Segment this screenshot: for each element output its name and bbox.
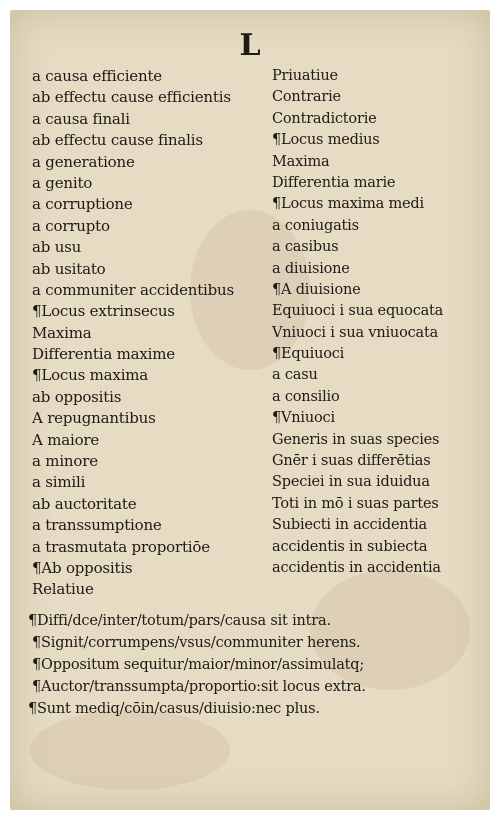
- text-line: Maxima: [32, 323, 92, 342]
- left-column: [32, 66, 262, 601]
- text-line: a casu: [272, 367, 318, 384]
- text-line: accidentis in accidentia: [272, 559, 441, 576]
- text-line: a diuisione: [272, 260, 350, 277]
- text-line: a consilio: [272, 388, 340, 405]
- text-line: ab effectu cause finalis: [32, 131, 203, 150]
- text-line: Gnēr i suas differētias: [272, 453, 431, 470]
- text-line: Equiuoci i sua equocata: [272, 303, 444, 320]
- text-line: Contrarie: [272, 89, 341, 106]
- text-line: a communiter accidentibus: [32, 280, 235, 299]
- verse-line: ¶Signit/corrumpens/vsus/communiter herens.: [32, 635, 361, 651]
- text-line: ¶Locus maxima medi: [272, 196, 424, 213]
- text-line: ab effectu cause efficientis: [32, 88, 231, 107]
- verse-line: ¶Auctor/transsumpta/proportio:sit locus extra.: [32, 679, 366, 695]
- text-line: a genito: [32, 173, 93, 192]
- text-line: Differentia marie: [272, 174, 396, 191]
- text-line: Vniuoci i sua vniuocata: [272, 324, 439, 341]
- page-stain: [30, 710, 230, 790]
- right-column: [272, 66, 487, 579]
- text-line: a trasmutata proportiōe: [32, 537, 210, 556]
- book-page: [10, 10, 490, 810]
- text-line: ab auctoritate: [32, 494, 137, 513]
- text-line: a coniugatis: [272, 217, 359, 234]
- text-line: A repugnantibus: [32, 409, 156, 428]
- text-line: ¶Locus extrinsecus: [32, 302, 175, 321]
- text-line: ¶A diuisione: [272, 281, 361, 298]
- text-line: a simili: [32, 473, 86, 492]
- text-line: Priuatiue: [272, 68, 338, 84]
- text-line: Speciei in sua iduidua: [272, 474, 430, 491]
- text-line: a generatione: [32, 152, 135, 171]
- section-letter-l: L: [239, 28, 261, 63]
- text-line: a causa finali: [32, 109, 130, 128]
- text-line: a causa efficiente: [32, 67, 162, 85]
- verse-line: ¶Sunt mediq/cōin/casus/diuisio:nec plus.: [28, 701, 320, 717]
- text-line: Relatiue: [32, 580, 94, 599]
- text-line: a casibus: [272, 239, 339, 256]
- text-line: ab usitato: [32, 259, 106, 278]
- text-line: ¶Locus medius: [272, 132, 380, 149]
- text-line: ab usu: [32, 238, 82, 257]
- text-line: Contradictorie: [272, 110, 377, 127]
- text-line: A maiore: [32, 430, 100, 449]
- text-line: a corrupto: [32, 216, 110, 235]
- text-line: Toti in mō i suas partes: [272, 495, 439, 512]
- text-line: a corruptione: [32, 195, 133, 214]
- text-line: ¶Vniuoci: [272, 410, 335, 427]
- verse-block: [28, 610, 478, 720]
- text-line: Differentia maxime: [32, 345, 175, 364]
- text-line: Subiecti in accidentia: [272, 517, 427, 534]
- text-line: Generis in suas species: [272, 431, 440, 448]
- text-line: a transsumptione: [32, 516, 162, 535]
- text-line: ¶Locus maxima: [32, 366, 149, 385]
- text-line: ¶Ab oppositis: [32, 558, 133, 577]
- text-line: Maxima: [272, 153, 330, 170]
- verse-line: ¶Diffi/dce/inter/totum/pars/causa sit intra.: [28, 613, 331, 629]
- verse-line: ¶Oppositum sequitur/maior/minor/assimulatq;: [32, 657, 365, 673]
- text-line: ab oppositis: [32, 387, 122, 406]
- text-line: accidentis in subiecta: [272, 538, 428, 555]
- text-line: ¶Equiuoci: [272, 346, 345, 363]
- text-line: a minore: [32, 452, 98, 471]
